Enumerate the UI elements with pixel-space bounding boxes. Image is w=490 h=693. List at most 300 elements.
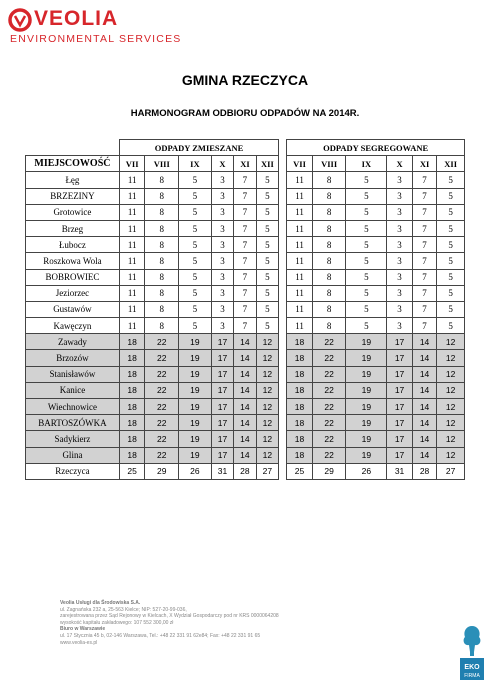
segregated-date-cell: 12	[437, 431, 465, 447]
mixed-date-cell: 18	[119, 334, 145, 350]
separator-cell	[279, 366, 287, 382]
mixed-date-cell: 12	[256, 334, 278, 350]
separator-cell	[279, 237, 287, 253]
mixed-date-cell: 3	[211, 301, 233, 317]
table-row	[26, 269, 465, 285]
segregated-date-cell: 29	[312, 463, 346, 479]
mixed-date-cell: 27	[256, 463, 278, 479]
mixed-date-cell: 19	[179, 399, 212, 415]
schedule-table	[25, 139, 465, 480]
mixed-date-cell: 5	[179, 253, 212, 269]
mixed-date-cell: 22	[145, 334, 179, 350]
segregated-date-cell: 22	[312, 399, 346, 415]
segregated-date-cell: 22	[312, 415, 346, 431]
mixed-date-cell: 12	[256, 382, 278, 398]
segregated-date-cell: 18	[287, 382, 313, 398]
separator-cell	[279, 431, 287, 447]
table-row	[26, 301, 465, 317]
mixed-date-cell: 5	[256, 204, 278, 220]
segregated-date-cell: 7	[412, 237, 436, 253]
segregated-date-cell: 18	[287, 399, 313, 415]
segregated-date-cell: 12	[437, 350, 465, 366]
mixed-date-cell: 14	[234, 366, 256, 382]
segregated-date-cell: 8	[312, 253, 346, 269]
segregated-date-cell: 14	[412, 415, 436, 431]
mixed-date-cell: 18	[119, 431, 145, 447]
mixed-date-cell: 11	[119, 237, 145, 253]
segregated-date-cell: 18	[287, 447, 313, 463]
mixed-date-cell: 11	[119, 253, 145, 269]
mixed-date-cell: 17	[211, 366, 233, 382]
mixed-date-cell: 3	[211, 237, 233, 253]
segregated-date-cell: 31	[387, 463, 413, 479]
segregated-date-cell: 18	[287, 415, 313, 431]
segregated-date-cell: 18	[287, 366, 313, 382]
mixed-date-cell: 12	[256, 431, 278, 447]
segregated-date-cell: 8	[312, 269, 346, 285]
segregated-month-3: X	[387, 156, 413, 172]
mixed-date-cell: 11	[119, 188, 145, 204]
schedule-body	[26, 172, 465, 480]
mixed-date-cell: 22	[145, 350, 179, 366]
locality-name: Brzeg	[26, 220, 120, 236]
segregated-date-cell: 19	[346, 382, 387, 398]
mixed-date-cell: 8	[145, 204, 179, 220]
mixed-date-cell: 8	[145, 285, 179, 301]
segregated-date-cell: 11	[287, 318, 313, 334]
segregated-date-cell: 7	[412, 220, 436, 236]
locality-name: Zawady	[26, 334, 120, 350]
tree-icon	[464, 626, 481, 652]
separator-cell	[279, 415, 287, 431]
locality-name: Kanice	[26, 382, 120, 398]
mixed-date-cell: 12	[256, 415, 278, 431]
mixed-date-cell: 5	[179, 220, 212, 236]
separator-cell	[279, 204, 287, 220]
segregated-date-cell: 17	[387, 399, 413, 415]
segregated-date-cell: 22	[312, 431, 346, 447]
segregated-date-cell: 14	[412, 431, 436, 447]
footer	[60, 600, 279, 646]
table-row	[26, 237, 465, 253]
mixed-date-cell: 18	[119, 399, 145, 415]
mixed-month-4: XI	[234, 156, 256, 172]
mixed-month-3: X	[211, 156, 233, 172]
mixed-date-cell: 14	[234, 415, 256, 431]
separator-cell	[279, 156, 287, 172]
veolia-logo	[8, 6, 238, 50]
segregated-month-2: IX	[346, 156, 387, 172]
locality-name: Gustawów	[26, 301, 120, 317]
locality-name: Glina	[26, 447, 120, 463]
mixed-date-cell: 22	[145, 415, 179, 431]
locality-name: BARTOSZÓWKA	[26, 415, 120, 431]
mixed-date-cell: 11	[119, 172, 145, 188]
locality-name: Wiechnowice	[26, 399, 120, 415]
locality-name: Rzeczyca	[26, 463, 120, 479]
segregated-date-cell: 8	[312, 237, 346, 253]
table-row	[26, 399, 465, 415]
separator-cell	[279, 253, 287, 269]
segregated-date-cell: 14	[412, 382, 436, 398]
mixed-date-cell: 3	[211, 204, 233, 220]
segregated-date-cell: 17	[387, 382, 413, 398]
footer-website: www.veolia-es.pl	[60, 639, 98, 646]
mixed-date-cell: 31	[211, 463, 233, 479]
segregated-date-cell: 12	[437, 366, 465, 382]
separator-cell	[279, 140, 287, 156]
mixed-date-cell: 7	[234, 237, 256, 253]
mixed-date-cell: 5	[179, 237, 212, 253]
mixed-date-cell: 7	[234, 188, 256, 204]
mixed-date-cell: 5	[179, 269, 212, 285]
mixed-month-5: XII	[256, 156, 278, 172]
separator-cell	[279, 399, 287, 415]
segregated-date-cell: 25	[287, 463, 313, 479]
locality-name: Łęg	[26, 172, 120, 188]
mixed-date-cell: 5	[179, 318, 212, 334]
segregated-date-cell: 12	[437, 382, 465, 398]
segregated-date-cell: 5	[437, 253, 465, 269]
segregated-date-cell: 8	[312, 204, 346, 220]
table-row	[26, 285, 465, 301]
table-row	[26, 188, 465, 204]
group-mixed-waste: ODPADY ZMIESZANE	[119, 140, 278, 156]
mixed-date-cell: 5	[256, 301, 278, 317]
locality-header: MIEJSCOWOŚĆ	[26, 156, 120, 172]
mixed-date-cell: 5	[256, 188, 278, 204]
mixed-date-cell: 14	[234, 350, 256, 366]
mixed-date-cell: 22	[145, 399, 179, 415]
segregated-date-cell: 3	[387, 237, 413, 253]
segregated-date-cell: 27	[437, 463, 465, 479]
mixed-date-cell: 19	[179, 431, 212, 447]
segregated-date-cell: 14	[412, 399, 436, 415]
table-row	[26, 447, 465, 463]
locality-name: Sadykierz	[26, 431, 120, 447]
segregated-date-cell: 5	[346, 253, 387, 269]
mixed-date-cell: 19	[179, 350, 212, 366]
footer-address: ul. Zagnańska 232 a, 25-563 Kielce; NIP: 527-20-99-036,	[60, 606, 187, 613]
mixed-date-cell: 22	[145, 447, 179, 463]
separator-cell	[279, 172, 287, 188]
table-row	[26, 350, 465, 366]
segregated-date-cell: 5	[346, 237, 387, 253]
mixed-date-cell: 11	[119, 269, 145, 285]
segregated-date-cell: 22	[312, 366, 346, 382]
locality-name: BRZEZINY	[26, 188, 120, 204]
mixed-date-cell: 7	[234, 285, 256, 301]
mixed-date-cell: 7	[234, 253, 256, 269]
segregated-date-cell: 8	[312, 318, 346, 334]
segregated-date-cell: 22	[312, 334, 346, 350]
segregated-date-cell: 8	[312, 172, 346, 188]
segregated-date-cell: 12	[437, 334, 465, 350]
mixed-date-cell: 7	[234, 172, 256, 188]
mixed-date-cell: 17	[211, 334, 233, 350]
mixed-date-cell: 12	[256, 447, 278, 463]
segregated-date-cell: 3	[387, 220, 413, 236]
logo-subtitle: ENVIRONMENTAL SERVICES	[10, 33, 182, 45]
footer-registration: zarejestrowana przez Sąd Rejonowy w Kielcach, X Wydział Gospodarczy pod nr KRS 0000064208	[60, 613, 279, 620]
segregated-date-cell: 5	[437, 220, 465, 236]
group-header-row	[26, 140, 465, 156]
mixed-date-cell: 7	[234, 318, 256, 334]
mixed-date-cell: 5	[179, 301, 212, 317]
mixed-date-cell: 12	[256, 399, 278, 415]
segregated-date-cell: 5	[437, 204, 465, 220]
segregated-date-cell: 17	[387, 431, 413, 447]
table-row	[26, 204, 465, 220]
separator-cell	[279, 269, 287, 285]
separator-cell	[279, 318, 287, 334]
segregated-date-cell: 3	[387, 318, 413, 334]
mixed-date-cell: 7	[234, 204, 256, 220]
mixed-date-cell: 5	[179, 204, 212, 220]
segregated-date-cell: 22	[312, 382, 346, 398]
segregated-date-cell: 19	[346, 431, 387, 447]
segregated-date-cell: 5	[437, 188, 465, 204]
mixed-date-cell: 3	[211, 253, 233, 269]
table-row	[26, 172, 465, 188]
segregated-date-cell: 5	[346, 220, 387, 236]
mixed-date-cell: 8	[145, 318, 179, 334]
mixed-date-cell: 18	[119, 350, 145, 366]
mixed-month-0: VII	[119, 156, 145, 172]
mixed-date-cell: 5	[256, 269, 278, 285]
mixed-date-cell: 8	[145, 188, 179, 204]
segregated-date-cell: 5	[346, 318, 387, 334]
segregated-date-cell: 3	[387, 253, 413, 269]
mixed-date-cell: 8	[145, 253, 179, 269]
segregated-date-cell: 7	[412, 204, 436, 220]
separator-cell	[279, 463, 287, 479]
segregated-date-cell: 11	[287, 269, 313, 285]
segregated-date-cell: 18	[287, 334, 313, 350]
segregated-date-cell: 17	[387, 350, 413, 366]
mixed-date-cell: 11	[119, 301, 145, 317]
segregated-date-cell: 28	[412, 463, 436, 479]
separator-cell	[279, 301, 287, 317]
segregated-date-cell: 19	[346, 415, 387, 431]
mixed-date-cell: 19	[179, 415, 212, 431]
mixed-date-cell: 14	[234, 334, 256, 350]
segregated-date-cell: 11	[287, 188, 313, 204]
mixed-date-cell: 11	[119, 285, 145, 301]
locality-name: Kawęczyn	[26, 318, 120, 334]
segregated-month-1: VIII	[312, 156, 346, 172]
segregated-date-cell: 7	[412, 301, 436, 317]
mixed-date-cell: 22	[145, 431, 179, 447]
table-row	[26, 220, 465, 236]
segregated-date-cell: 5	[346, 285, 387, 301]
mixed-date-cell: 3	[211, 269, 233, 285]
segregated-date-cell: 3	[387, 204, 413, 220]
separator-cell	[279, 350, 287, 366]
locality-name: Łubocz	[26, 237, 120, 253]
mixed-date-cell: 19	[179, 366, 212, 382]
veolia-logo-icon	[8, 8, 32, 32]
group-segregated-waste: ODPADY SEGREGOWANE	[287, 140, 465, 156]
segregated-date-cell: 3	[387, 172, 413, 188]
separator-cell	[279, 220, 287, 236]
segregated-date-cell: 19	[346, 447, 387, 463]
mixed-date-cell: 14	[234, 382, 256, 398]
segregated-month-5: XII	[437, 156, 465, 172]
segregated-date-cell: 3	[387, 188, 413, 204]
segregated-date-cell: 7	[412, 318, 436, 334]
segregated-date-cell: 11	[287, 237, 313, 253]
mixed-date-cell: 5	[256, 172, 278, 188]
mixed-date-cell: 5	[256, 253, 278, 269]
mixed-date-cell: 8	[145, 269, 179, 285]
mixed-month-1: VIII	[145, 156, 179, 172]
segregated-date-cell: 11	[287, 220, 313, 236]
mixed-date-cell: 11	[119, 318, 145, 334]
segregated-date-cell: 8	[312, 220, 346, 236]
segregated-date-cell: 19	[346, 366, 387, 382]
separator-cell	[279, 285, 287, 301]
mixed-date-cell: 5	[256, 237, 278, 253]
segregated-date-cell: 19	[346, 334, 387, 350]
mixed-date-cell: 12	[256, 350, 278, 366]
segregated-date-cell: 5	[437, 269, 465, 285]
separator-cell	[279, 447, 287, 463]
mixed-date-cell: 14	[234, 399, 256, 415]
segregated-date-cell: 12	[437, 399, 465, 415]
segregated-date-cell: 5	[346, 188, 387, 204]
mixed-date-cell: 11	[119, 220, 145, 236]
separator-cell	[279, 382, 287, 398]
mixed-date-cell: 18	[119, 366, 145, 382]
mixed-date-cell: 19	[179, 382, 212, 398]
mixed-date-cell: 25	[119, 463, 145, 479]
segregated-date-cell: 3	[387, 301, 413, 317]
page-subtitle: HARMONOGRAM ODBIORU ODPADÓW NA 2014R.	[130, 108, 360, 119]
segregated-date-cell: 8	[312, 301, 346, 317]
table-row	[26, 253, 465, 269]
mixed-date-cell: 11	[119, 204, 145, 220]
separator-cell	[279, 334, 287, 350]
segregated-date-cell: 19	[346, 350, 387, 366]
eko-firma-badge	[459, 622, 485, 686]
segregated-date-cell: 19	[346, 399, 387, 415]
segregated-date-cell: 3	[387, 269, 413, 285]
mixed-date-cell: 8	[145, 172, 179, 188]
mixed-date-cell: 3	[211, 188, 233, 204]
table-row	[26, 382, 465, 398]
mixed-date-cell: 28	[234, 463, 256, 479]
badge-text: EKO	[464, 664, 480, 671]
segregated-date-cell: 5	[346, 269, 387, 285]
mixed-date-cell: 19	[179, 447, 212, 463]
mixed-date-cell: 5	[256, 220, 278, 236]
mixed-date-cell: 17	[211, 431, 233, 447]
locality-name: Brzozów	[26, 350, 120, 366]
table-row	[26, 334, 465, 350]
footer-branch: Biuro w Warszawie	[60, 626, 106, 633]
mixed-date-cell: 26	[179, 463, 212, 479]
logo-name: VEOLIA	[34, 7, 119, 30]
segregated-date-cell: 17	[387, 447, 413, 463]
page-title: GMINA RZECZYCA	[181, 72, 309, 88]
table-row	[26, 431, 465, 447]
locality-name: Grotowice	[26, 204, 120, 220]
mixed-date-cell: 5	[179, 188, 212, 204]
mixed-date-cell: 17	[211, 399, 233, 415]
mixed-date-cell: 12	[256, 366, 278, 382]
mixed-date-cell: 5	[179, 172, 212, 188]
locality-name: BOBROWIEC	[26, 269, 120, 285]
locality-name: Stanisławów	[26, 366, 120, 382]
mixed-date-cell: 22	[145, 366, 179, 382]
segregated-date-cell: 7	[412, 188, 436, 204]
segregated-date-cell: 18	[287, 350, 313, 366]
segregated-date-cell: 17	[387, 334, 413, 350]
segregated-date-cell: 5	[346, 204, 387, 220]
mixed-date-cell: 17	[211, 447, 233, 463]
table-row	[26, 415, 465, 431]
mixed-date-cell: 17	[211, 350, 233, 366]
mixed-date-cell: 5	[256, 318, 278, 334]
segregated-date-cell: 5	[346, 301, 387, 317]
segregated-date-cell: 22	[312, 350, 346, 366]
segregated-date-cell: 11	[287, 253, 313, 269]
mixed-date-cell: 8	[145, 237, 179, 253]
segregated-date-cell: 3	[387, 285, 413, 301]
mixed-month-2: IX	[179, 156, 212, 172]
locality-name: Roszkowa Wola	[26, 253, 120, 269]
mixed-date-cell: 7	[234, 269, 256, 285]
segregated-date-cell: 12	[437, 415, 465, 431]
segregated-date-cell: 5	[437, 285, 465, 301]
segregated-date-cell: 7	[412, 285, 436, 301]
segregated-date-cell: 5	[437, 237, 465, 253]
month-header-row	[26, 156, 465, 172]
segregated-month-4: XI	[412, 156, 436, 172]
mixed-date-cell: 8	[145, 220, 179, 236]
segregated-month-0: VII	[287, 156, 313, 172]
mixed-date-cell: 18	[119, 447, 145, 463]
segregated-date-cell: 17	[387, 415, 413, 431]
segregated-date-cell: 14	[412, 447, 436, 463]
mixed-date-cell: 14	[234, 447, 256, 463]
mixed-date-cell: 5	[256, 285, 278, 301]
footer-company: Veolia Usługi dla Środowiska S.A.	[60, 600, 141, 606]
mixed-date-cell: 14	[234, 431, 256, 447]
mixed-date-cell: 18	[119, 415, 145, 431]
segregated-date-cell: 14	[412, 350, 436, 366]
segregated-date-cell: 11	[287, 172, 313, 188]
table-row	[26, 318, 465, 334]
segregated-date-cell: 11	[287, 204, 313, 220]
segregated-date-cell: 14	[412, 366, 436, 382]
footer-branch-address: ul. 17 Stycznia 45 b, 02-146 Warszawa, Tel.: +48 22 331 91 62e84; Fax: +48 22 331 91 65	[60, 632, 261, 639]
table-row	[26, 463, 465, 479]
footer-capital: wysokość kapitału zakładowego: 107 552 300,00 zł	[60, 619, 174, 626]
segregated-date-cell: 14	[412, 334, 436, 350]
segregated-date-cell: 5	[346, 172, 387, 188]
segregated-date-cell: 5	[437, 318, 465, 334]
mixed-date-cell: 3	[211, 285, 233, 301]
mixed-date-cell: 7	[234, 301, 256, 317]
table-row	[26, 366, 465, 382]
segregated-date-cell: 5	[437, 301, 465, 317]
mixed-date-cell: 3	[211, 220, 233, 236]
segregated-date-cell: 7	[412, 269, 436, 285]
segregated-date-cell: 17	[387, 366, 413, 382]
segregated-date-cell: 22	[312, 447, 346, 463]
